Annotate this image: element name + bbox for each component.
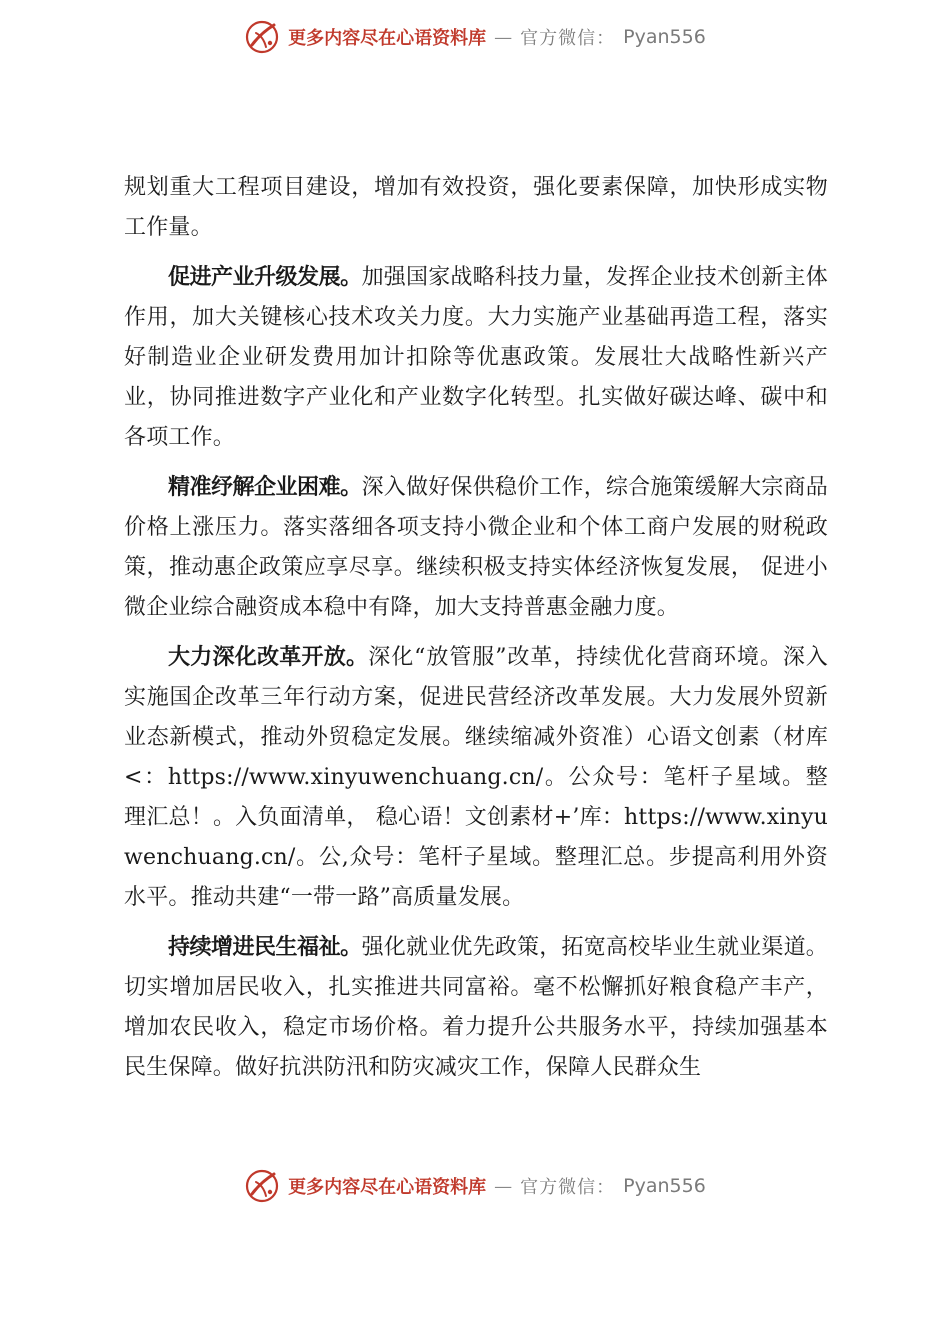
document-body	[124, 168, 828, 1098]
banner-account: Pyan556	[623, 26, 706, 48]
banner-wechat-label: 官方微信：	[520, 1177, 616, 1198]
banner-title: 更多内容尽在心语资料库	[288, 1177, 487, 1198]
paragraph-text: 强化就业优先政策，拓宽高校毕业生就业渠道。切实增加居民收入，扎实推进共同富裕。毫不松懈抓好粮食稳产丰产，增加农民收入，稳定市场价格。着力提升公共服务水平，持续加强基本民生保障。做好抗洪防汛和防灾减灾工作，保障人民群众生	[124, 935, 828, 1080]
paragraph-text: 深入做好保供稳价工作，综合施策缓解大宗商品价格上涨压力。落实落细各项支持小微企业和个体工商户发展的财税政策，推动惠企政策应享尽享。继续积极支持实体经济恢复发展， 促进小微企业综合融资成本稳中有降，加大支持普惠金融力度。	[124, 475, 828, 620]
paragraph-lead: 大力深化改革开放。	[168, 645, 369, 670]
paragraph-1	[124, 168, 828, 248]
paragraph-text: 加强国家战略科技力量，发挥企业技术创新主体作用，加大关键核心技术攻关力度。大力实施产业基础再造工程，落实好制造业企业研发费用加计扣除等优惠政策。发展壮大战略性新兴产业，协同推进数字产业化和产业数字化转型。扎实做好碳达峰、碳中和各项工作。	[124, 265, 828, 450]
footer-banner	[0, 1161, 950, 1211]
paragraph-2	[124, 258, 828, 458]
banner-wechat-label: 官方微信：	[520, 28, 616, 49]
logo-icon	[244, 19, 280, 55]
paragraph-lead: 促进产业升级发展。	[168, 265, 362, 290]
paragraph-text: 规划重大工程项目建设，增加有效投资，强化要素保障，加快形成实物工作量。	[124, 175, 828, 240]
logo-icon	[244, 1168, 280, 1204]
paragraph-text: 深化“放管服”改革，持续优化营商环境。深入实施国企改革三年行动方案，促进民营经济改革发展。大力发展外贸新业态新模式，推动外贸稳定发展。继续缩减外资准）心语文创素（材库<：https://www.xinyuwenchuang.cn/。公众号：笔杆子星域。整理汇总！。入负面清单， 稳心语！文创素材+’库：https://www.xinyuwenchuang.cn/。公,众号：笔杆子星域。整理汇总。步提高利用外资水平。推动共建“一带一路”高质量发展。	[124, 645, 828, 910]
paragraph-5	[124, 928, 828, 1088]
banner-account: Pyan556	[623, 1175, 706, 1197]
paragraph-4	[124, 638, 828, 918]
paragraph-lead: 精准纾解企业困难。	[168, 475, 362, 500]
banner-dash: —	[494, 1175, 513, 1197]
header-banner	[0, 12, 950, 62]
paragraph-3	[124, 468, 828, 628]
banner-title: 更多内容尽在心语资料库	[288, 28, 487, 49]
paragraph-lead: 持续增进民生福祉。	[168, 935, 362, 960]
banner-dash: —	[494, 26, 513, 48]
